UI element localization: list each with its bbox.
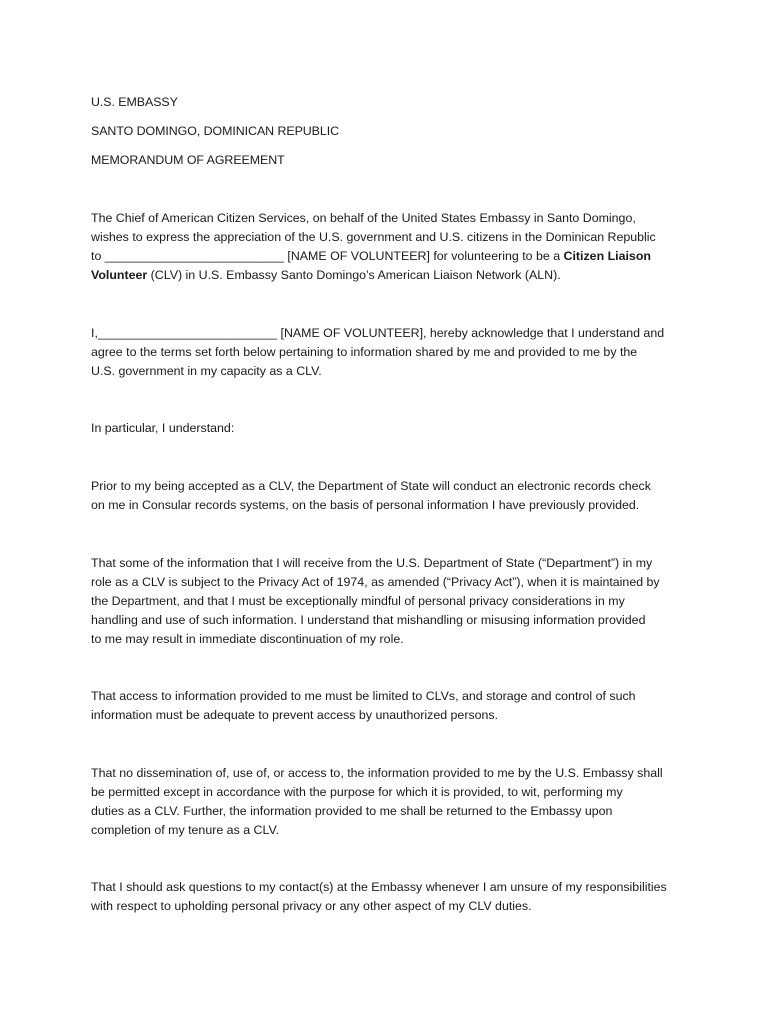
header-location: SANTO DOMINGO, DOMINICAN REPUBLIC — [91, 124, 340, 138]
item-line: on me in Consular records systems, on the basis of personal information I have previously provided. — [91, 498, 640, 512]
intro-bold-term: Volunteer — [91, 268, 148, 282]
intro-line: wishes to express the appreciation of the U.S. government and U.S. citizens in the Dominican Republic — [91, 230, 656, 244]
item-line: duties as a CLV. Further, the information provided to me shall be returned to the Embassy upon — [91, 804, 613, 818]
item-line: Prior to my being accepted as a CLV, the Department of State will conduct an electronic records check — [91, 479, 651, 493]
intro-line: The Chief of American Citizen Services, on behalf of the United States Embassy in Santo Domingo, — [91, 211, 636, 225]
item-line: to me may result in immediate discontinuation of my role. — [91, 632, 404, 646]
header-doc-title: MEMORANDUM OF AGREEMENT — [91, 153, 285, 167]
header-embassy: U.S. EMBASSY — [91, 95, 178, 109]
acknowledge-paragraph — [91, 324, 691, 381]
item-line: information must be adequate to prevent access by unauthorized persons. — [91, 708, 499, 722]
intro-paragraph — [91, 209, 691, 285]
acknowledge-line: U.S. government in my capacity as a CLV. — [91, 364, 322, 378]
item-line: completion of my tenure as a CLV. — [91, 823, 280, 837]
particular-paragraph — [91, 419, 691, 438]
acknowledge-line: I,__________________________ [NAME OF VOLUNTEER], hereby acknowledge that I understand and — [91, 326, 665, 340]
particular-line: In particular, I understand: — [91, 421, 235, 435]
item-dissemination — [91, 764, 691, 840]
item-line: That access to information provided to me must be limited to CLVs, and storage and control of such — [91, 689, 636, 703]
item-line: with respect to upholding personal privacy or any other aspect of my CLV duties. — [91, 899, 532, 913]
item-line: That I should ask questions to my contact(s) at the Embassy whenever I am unsure of my responsibilities — [91, 880, 667, 894]
intro-line — [91, 247, 691, 266]
intro-text: (CLV) in U.S. Embassy Santo Domingo’s American Liaison Network (ALN). — [147, 268, 561, 282]
acknowledge-line: agree to the terms set forth below pertaining to information shared by me and provided to me by the — [91, 345, 638, 359]
intro-line — [91, 266, 691, 285]
item-line: handling and use of such information. I understand that mishandling or misusing information provided — [91, 613, 646, 627]
item-privacy-act — [91, 554, 691, 649]
item-line: That some of the information that I will receive from the U.S. Department of State (“Department”) in my — [91, 556, 653, 570]
item-records-check — [91, 477, 691, 515]
intro-text: to __________________________ [NAME OF VOLUNTEER] for volunteering to be a — [91, 249, 564, 263]
item-ask-questions — [91, 878, 691, 916]
item-line: the Department, and that I must be exceptionally mindful of personal privacy considerations in my — [91, 594, 625, 608]
item-line: be permitted except in accordance with the purpose for which it is provided, to wit, performing my — [91, 785, 623, 799]
item-access-limits — [91, 687, 691, 725]
item-line: role as a CLV is subject to the Privacy Act of 1974, as amended (“Privacy Act”), when it is maintained by — [91, 575, 660, 589]
item-line: That no dissemination of, use of, or access to, the information provided to me by the U.S. Embassy shall — [91, 766, 663, 780]
intro-bold-term: Citizen Liaison — [563, 249, 651, 263]
